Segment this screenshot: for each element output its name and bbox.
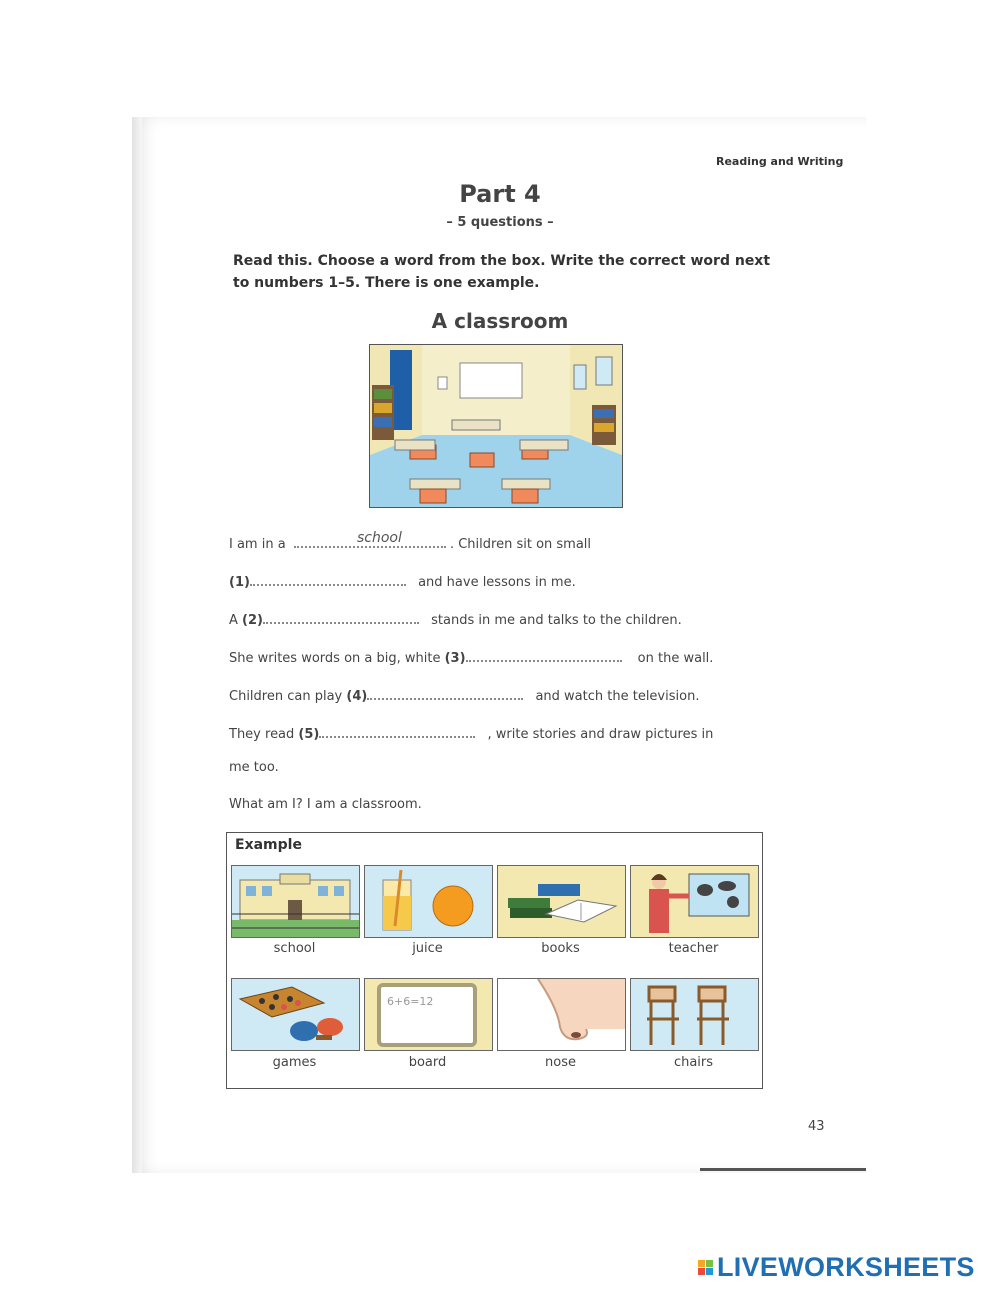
- story-line-5: [229, 724, 713, 742]
- games-picture: [231, 978, 360, 1051]
- page-number: 43: [808, 1119, 825, 1134]
- teacher-picture: [630, 865, 759, 938]
- story-text: . Children sit on small: [449, 537, 592, 552]
- part-subtitle: – 5 questions –: [446, 215, 554, 230]
- picture-title: A classroom: [431, 309, 569, 333]
- answer-blank-2[interactable]: [263, 610, 419, 624]
- answer-blank-5[interactable]: [319, 724, 475, 738]
- word-teacher: teacher: [668, 941, 719, 956]
- section-label: Reading and Writing: [716, 155, 844, 168]
- word-juice: juice: [412, 941, 443, 956]
- story-text: and watch the television.: [535, 689, 700, 704]
- logo-square: [698, 1268, 705, 1275]
- word-board: board: [408, 1055, 447, 1070]
- answer-blank-4[interactable]: [367, 686, 523, 700]
- example-answer: school: [357, 530, 402, 546]
- logo-square: [706, 1260, 713, 1267]
- juice-picture: [364, 865, 493, 938]
- liveworksheets-brand: [698, 1252, 975, 1283]
- word-books: books: [541, 941, 580, 956]
- story-line-4: [229, 686, 699, 704]
- word-chairs: chairs: [673, 1055, 714, 1070]
- page-bottom-edge: [700, 1168, 866, 1171]
- word-school: school: [273, 941, 316, 956]
- liveworksheets-logo-icon: [698, 1260, 713, 1275]
- question-number-4: (4): [346, 689, 368, 704]
- story-text: A: [229, 613, 238, 628]
- story-text: They read: [229, 727, 295, 742]
- story-line-6: me too.: [229, 760, 279, 775]
- nose-picture: [497, 978, 626, 1051]
- instructions: Read this. Choose a word from the box. Write the correct word next to numbers 1–5. There is one example.: [233, 253, 771, 291]
- story-text: , write stories and draw pictures in: [487, 727, 714, 742]
- story-text: She writes words on a big, white: [229, 651, 441, 666]
- story-text: stands in me and talks to the children.: [431, 613, 682, 628]
- part-title: Part 4: [459, 180, 541, 208]
- classroom-illustration: [369, 344, 623, 508]
- story-line-2: [229, 610, 682, 628]
- school-picture: [231, 865, 360, 938]
- story-line-1: [229, 572, 576, 590]
- story-text: on the wall.: [637, 651, 714, 666]
- question-number-5: (5): [298, 727, 320, 742]
- board-picture: [364, 978, 493, 1051]
- chairs-picture: [630, 978, 759, 1051]
- question-number-1: (1): [229, 575, 250, 590]
- page-edge-shadow: [132, 117, 142, 1173]
- word-games: games: [272, 1055, 317, 1070]
- story-text: and have lessons in me.: [418, 575, 576, 590]
- story-text: Children can play: [229, 689, 343, 704]
- question-number-3: (3): [444, 651, 466, 666]
- word-nose: nose: [545, 1055, 576, 1070]
- logo-square: [706, 1268, 713, 1275]
- answer-blank-3[interactable]: [466, 648, 622, 662]
- board-writing: 6+6=12: [387, 995, 434, 1008]
- story-line-7: What am I? I am a classroom.: [229, 797, 422, 812]
- word-box: [226, 832, 763, 1089]
- word-box-title: Example: [235, 837, 302, 853]
- story-text: I am in a: [229, 537, 286, 552]
- books-picture: [497, 865, 626, 938]
- story-line-3: [229, 648, 713, 666]
- story-line-0: [229, 534, 591, 552]
- logo-square: [698, 1260, 705, 1267]
- question-number-2: (2): [242, 613, 263, 628]
- brand-name: LIVEWORKSHEETS: [717, 1252, 975, 1282]
- answer-blank-1[interactable]: [250, 572, 406, 586]
